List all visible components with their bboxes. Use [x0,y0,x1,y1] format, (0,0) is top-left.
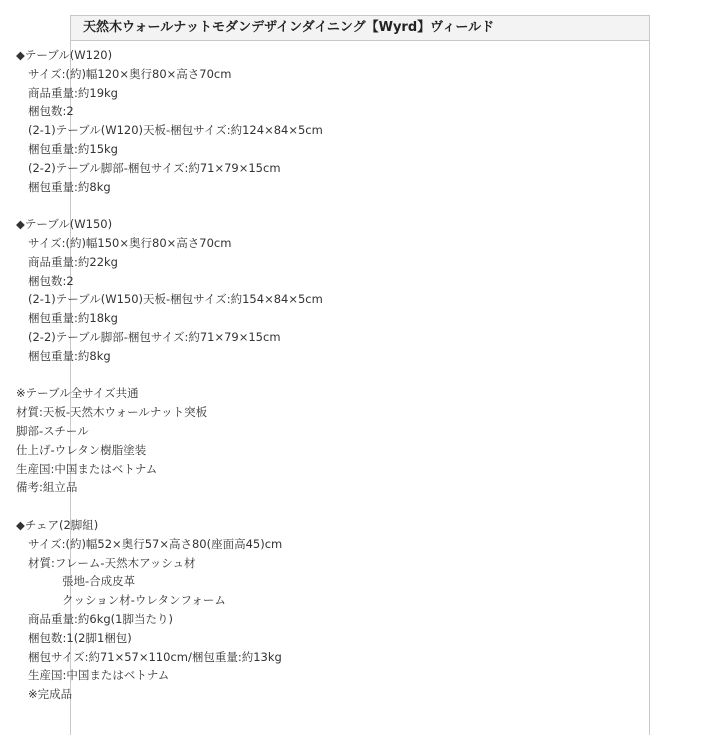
spec-line: 商品重量:約22kg [28,254,118,269]
spec-line: 梱包数:2 [28,273,74,288]
section-gap [16,196,576,215]
spec-line: 梱包重量:約18kg [28,311,118,326]
section-gap [16,366,576,385]
panel-title: 天然木ウォールナットモダンデザインダイニング【Wyrd】ヴィールド [71,16,649,41]
spec-line: 梱包重量:約8kg [28,348,111,363]
spec-body [16,46,576,704]
spec-line: サイズ:(約)幅120×奥行80×高さ70cm [28,66,232,81]
spec-line: (2-2)テーブル脚部-梱包サイズ:約71×79×15cm [28,160,281,175]
spec-line: 材質:フレーム-天然木アッシュ材 [28,555,196,570]
spec-line: 梱包重量:約8kg [28,179,111,194]
section-heading: ◆テーブル(W120) [16,48,113,62]
section-gap [16,497,576,516]
spec-line: 梱包数:2 [28,104,74,119]
section-heading: ◆テーブル(W150) [16,217,113,232]
spec-line: 梱包サイズ:約71×57×110cm/梱包重量:約13kg [28,649,282,664]
spec-line: 仕上げ-ウレタン樹脂塗装 [16,442,147,457]
spec-section [16,516,576,704]
spec-line: 梱包重量:約15kg [28,141,118,156]
spec-line: (2-1)テーブル(W150)天板-梱包サイズ:約154×84×5cm [28,292,323,307]
spec-line: (2-2)テーブル脚部-梱包サイズ:約71×79×15cm [28,329,281,344]
spec-line: 備考:組立品 [16,480,78,495]
spec-section [16,215,576,365]
spec-line: ※完成品 [28,687,73,702]
spec-line: クッション材-ウレタンフォーム [62,593,226,608]
spec-section [16,46,576,196]
spec-line: サイズ:(約)幅52×奥行57×高さ80(座面高45)cm [28,536,283,551]
spec-line: サイズ:(約)幅150×奥行80×高さ70cm [28,235,232,250]
spec-line: (2-1)テーブル(W120)天板-梱包サイズ:約124×84×5cm [28,123,323,138]
spec-line: ※テーブル全サイズ共通 [16,386,139,401]
spec-line: 生産国:中国またはベトナム [28,668,170,683]
spec-line: 生産国:中国またはベトナム [16,461,158,476]
spec-line: 商品重量:約6kg(1脚当たり) [28,611,173,626]
spec-line: 材質:天板-天然木ウォールナット突板 [16,405,208,420]
spec-content [16,46,576,704]
spec-section [16,384,576,497]
spec-line: 張地-合成皮革 [62,574,136,589]
spec-line: 梱包数:1(2脚1梱包) [28,630,132,645]
spec-line: 商品重量:約19kg [28,85,118,100]
section-heading: ◆チェア(2脚組) [16,517,99,532]
spec-line: 脚部-スチール [16,423,89,438]
